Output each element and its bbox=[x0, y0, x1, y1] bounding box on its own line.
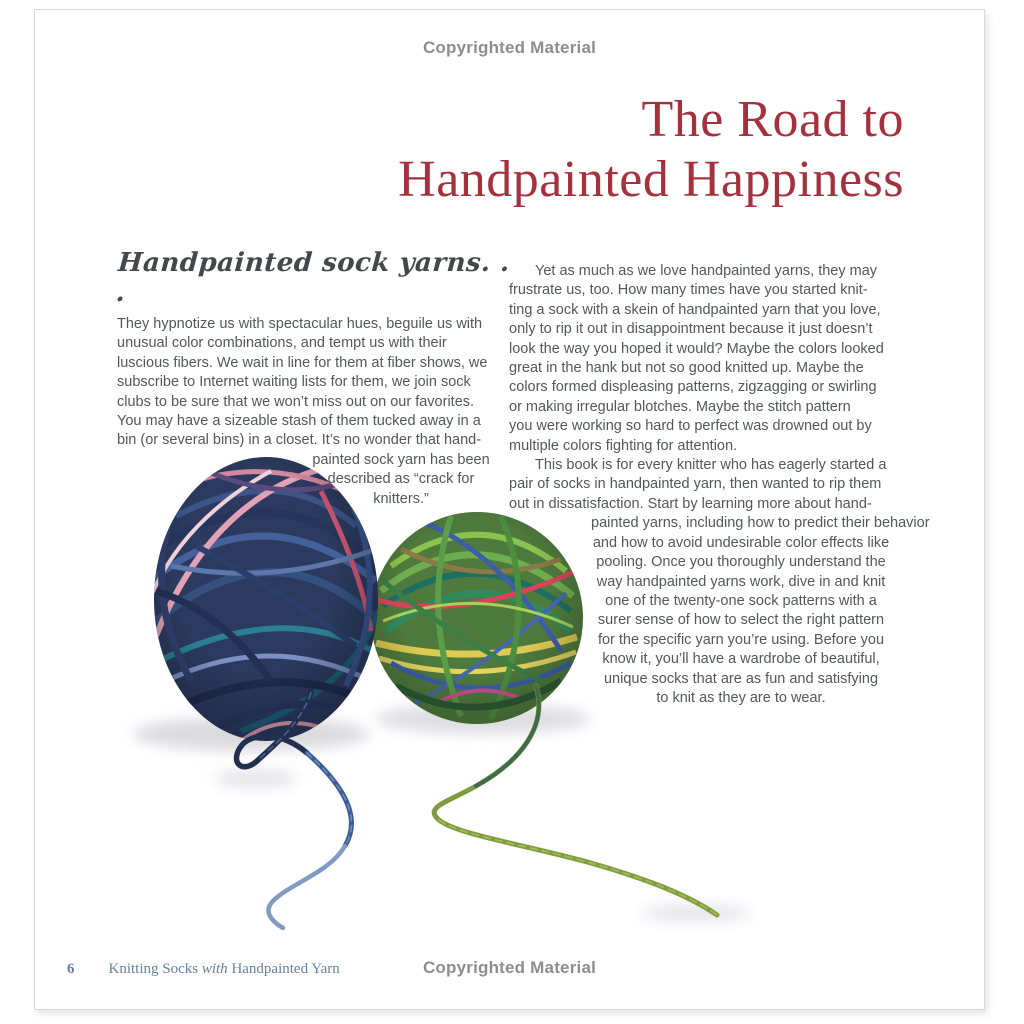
text-line: unusual color combinations, and tempt us with their bbox=[117, 335, 447, 352]
text-line: frustrate us, too. How many times have you started knit- bbox=[509, 282, 868, 299]
book-title-part: Handpainted Yarn bbox=[227, 961, 340, 977]
page-title bbox=[398, 90, 904, 210]
text-line: clubs to be sure that we won’t miss out on our favorites. bbox=[117, 393, 475, 410]
text-line: one of the twenty-one sock patterns with a bbox=[605, 592, 877, 609]
text-line: described as “crack for bbox=[327, 471, 475, 488]
text-line: subscribe to Internet waiting lists for them, we join sock bbox=[117, 374, 471, 391]
text-line: painted yarns, including how to predict their behavior bbox=[591, 515, 930, 532]
text-line: for the specific yarn you’re using. Before you bbox=[597, 631, 885, 648]
text-line: great in the hank but not so good knitted up. Maybe the bbox=[509, 360, 864, 377]
book-title-with: with bbox=[201, 961, 228, 977]
text-line: out in dissatisfaction. Start by learning more about hand- bbox=[509, 495, 872, 512]
text-line: bin (or several bins) in a closet. It’s no wonder that hand- bbox=[117, 432, 482, 449]
page-title-line2: Handpainted Happiness bbox=[398, 151, 904, 208]
wrapped-text-block bbox=[291, 451, 511, 509]
text-line: This book is for every knitter who has eagerly started a bbox=[535, 457, 887, 474]
text-line: way handpainted yarns work, dive in and knit bbox=[596, 573, 886, 590]
text-line: You may have a sizeable stash of them tucked away in a bbox=[117, 413, 481, 430]
text-line: luscious fibers. We wait in line for them at fiber shows, we bbox=[117, 354, 488, 371]
section-heading: Handpainted sock yarns. . . bbox=[114, 248, 511, 308]
text-line: pair of socks in handpainted yarn, then wanted to rip them bbox=[509, 476, 882, 493]
text-line: only to rip it out in disappointment because it just doesn’t bbox=[509, 321, 873, 338]
text-line: knitters.” bbox=[373, 490, 429, 507]
copyright-notice-bottom: Copyrighted Material bbox=[422, 958, 597, 977]
left-column bbox=[114, 248, 514, 509]
text-line: to knit as they are to wear. bbox=[656, 689, 826, 706]
text-line: unique socks that are as fun and satisfying bbox=[603, 670, 879, 687]
page-title-line1: The Road to bbox=[641, 91, 904, 148]
page-surface bbox=[34, 9, 985, 1010]
text-line: look the way you hoped it would? Maybe the colors looked bbox=[509, 340, 884, 357]
loop-shadow bbox=[214, 770, 298, 788]
wrapped-text-block bbox=[591, 514, 930, 708]
page-number: 6 bbox=[67, 961, 75, 977]
text-line: or making irregular blotches. Maybe the stitch pattern bbox=[509, 398, 851, 415]
text-line: They hypnotize us with spectacular hues, beguile us with bbox=[117, 316, 483, 332]
copyright-notice-top: Copyrighted Material bbox=[422, 38, 597, 57]
text-line: you were working so hard to perfect was drowned out by bbox=[509, 418, 872, 435]
text-line: Yet as much as we love handpainted yarns, they may bbox=[535, 263, 878, 279]
right-column bbox=[509, 262, 930, 708]
text-line: multiple colors fighting for attention. bbox=[509, 437, 738, 454]
text-line: painted sock yarn has been bbox=[312, 451, 490, 468]
text-line: colors formed displeasing patterns, zigzagging or swirling bbox=[509, 379, 877, 396]
text-line: know it, you’ll have a wardrobe of beautiful, bbox=[602, 651, 880, 668]
text-line: surer sense of how to select the right pattern bbox=[597, 612, 885, 629]
text-line: pooling. Once you thoroughly understand the bbox=[596, 554, 886, 571]
strand-end-shadow bbox=[641, 904, 751, 922]
book-title-part: Knitting Socks bbox=[108, 961, 202, 977]
text-line: and how to avoid undesirable color effects like bbox=[592, 534, 890, 551]
text-line: ting a sock with a skein of handpainted yarn that you love, bbox=[509, 301, 881, 318]
